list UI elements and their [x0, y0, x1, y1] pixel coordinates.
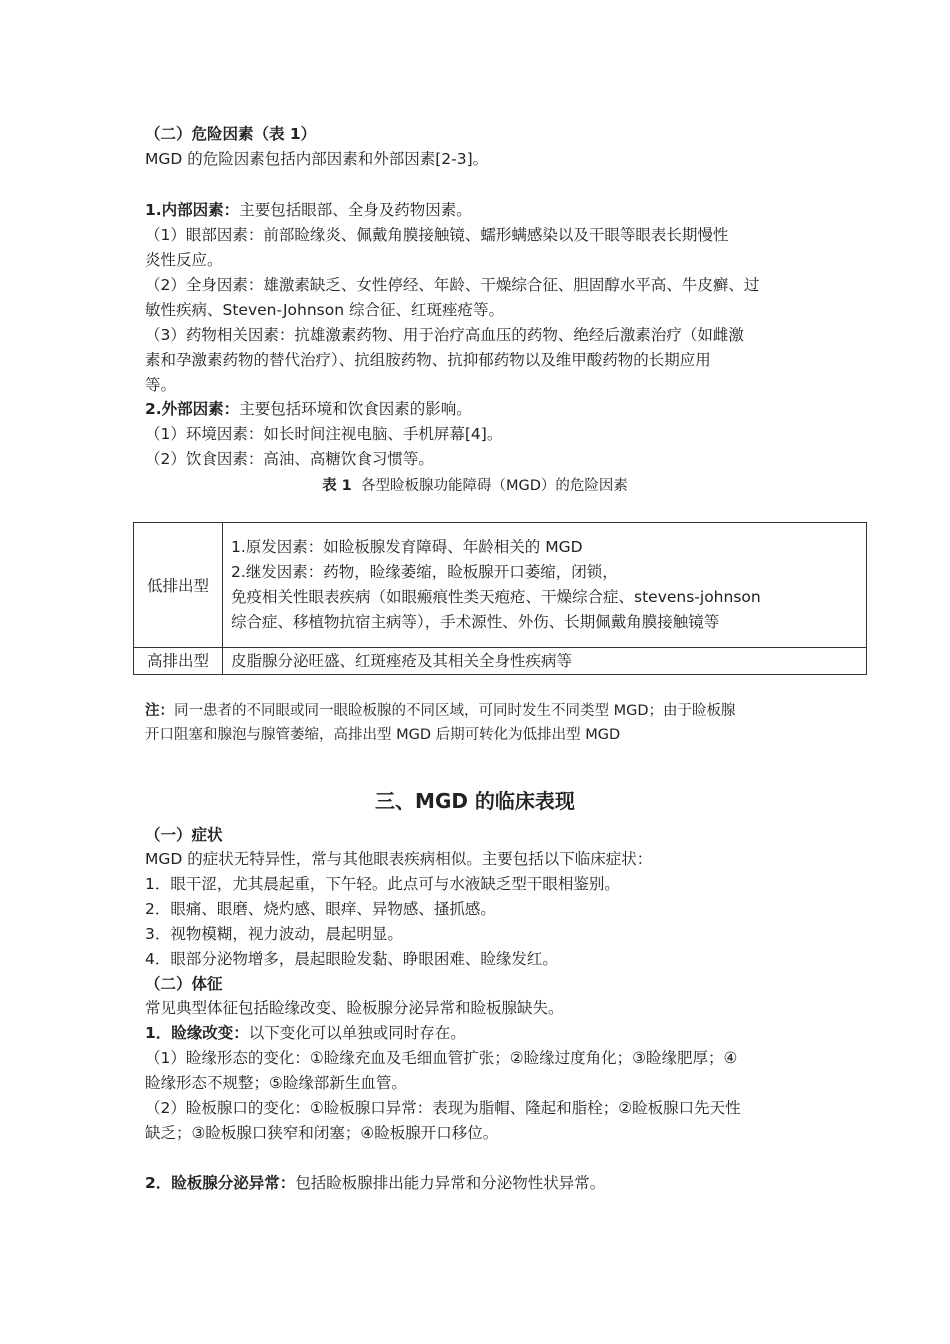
symptom-item: 1．眼干涩，尤其晨起重，下午轻。此点可与水液缺乏型干眼相鉴别。	[145, 875, 620, 893]
external-item-1: （1）环境因素：如长时间注视电脑、手机屏幕[4]。	[145, 425, 503, 443]
risk-table	[133, 522, 867, 675]
note-text-1: 同一患者的不同眼或同一眼睑板腺的不同区域，可同时发生不同类型 MGD；由于睑板腺	[174, 703, 736, 719]
internal-item-2-line-1: （2）全身因素：雄激素缺乏、女性停经、年龄、干燥综合征、胆固醇水平高、牛皮癣、过	[145, 276, 760, 294]
internal-item-3-line-1: （3）药物相关因素：抗雄激素药物、用于治疗高血压的药物、绝经后激素治疗（如雌激	[145, 326, 744, 344]
table-row	[134, 648, 867, 675]
lid-item-2-line-1: （2）睑板腺口的变化：①睑板腺口异常：表现为脂帽、隆起和脂栓；②睑板腺口先天性	[145, 1099, 741, 1117]
external-factors	[145, 398, 472, 420]
internal-item-1-line-2: 炎性反应。	[145, 251, 223, 269]
row-type-low: 低排出型	[134, 523, 223, 648]
internal-item-2-line-2: 敏性疾病、Steven-Johnson 综合征、红斑痤疮等。	[145, 301, 504, 319]
symptoms-intro: MGD 的症状无特异性，常与其他眼表疾病相似。主要包括以下临床症状：	[145, 850, 653, 868]
lid-item-1-line-2: 睑缘形态不规整；⑤睑缘部新生血管。	[145, 1074, 407, 1092]
desc-line: 2.继发因素：药物，睑缘萎缩，睑板腺开口萎缩，闭锁，	[231, 563, 618, 581]
symptom-item: 3．视物模糊，视力波动，晨起明显。	[145, 925, 403, 943]
lid-margin-changes	[145, 1022, 466, 1044]
internal-item-3-line-3: 等。	[145, 376, 177, 394]
symptom-item: 2．眼痛、眼磨、烧灼感、眼痒、异物感、搔抓感。	[145, 900, 496, 918]
external-label: 2.外部因素：	[145, 400, 240, 418]
secretion-text: 包括睑板腺排出能力异常和分泌物性状异常。	[295, 1174, 606, 1192]
desc-line: 免疫相关性眼表疾病（如眼瘢痕性类天疱疮、干燥综合症、stevens-johnson	[231, 588, 761, 606]
internal-factors	[145, 199, 472, 221]
note-label: 注：	[145, 703, 174, 719]
row-type-high: 高排出型	[134, 648, 223, 675]
external-item-2: （2）饮食因素：高油、高糖饮食习惯等。	[145, 450, 434, 468]
internal-item-3-line-2: 素和孕激素药物的替代治疗）、抗组胺药物、抗抑郁药物以及维甲酸药物的长期应用	[145, 351, 711, 369]
secretion-label: 2．睑板腺分泌异常：	[145, 1174, 296, 1192]
internal-label: 1.内部因素：	[145, 201, 240, 219]
risk-intro: MGD 的危险因素包括内部因素和外部因素[2-3]。	[145, 150, 489, 168]
symptoms-heading: （一）症状	[145, 826, 223, 844]
signs-intro: 常见典型体征包括睑缘改变、睑板腺分泌异常和睑板腺缺失。	[145, 999, 564, 1017]
internal-item-1-line-1: （1）眼部因素：前部睑缘炎、佩戴角膜接触镜、蠕形螨感染以及干眼等眼表长期慢性	[145, 226, 729, 244]
risk-heading: （二）危险因素（表 1）	[145, 125, 317, 143]
external-text: 主要包括环境和饮食因素的影响。	[239, 400, 472, 418]
table-note-line-1	[145, 700, 736, 722]
table-caption-label: 表 1	[322, 478, 352, 494]
lid-item-1-line-1: （1）睑缘形态的变化：①睑缘充血及毛细血管扩张；②睑缘过度角化；③睑缘肥厚；④	[145, 1049, 738, 1067]
table-caption	[0, 474, 950, 495]
desc-line: 综合症、移植物抗宿主病等），手术源性、外伤、长期佩戴角膜接触镜等	[231, 613, 720, 631]
signs-heading: （二）体征	[145, 975, 223, 993]
section-title: 三、MGD 的临床表现	[375, 789, 575, 813]
desc-line: 1.原发因素：如睑板腺发育障碍、年龄相关的 MGD	[231, 538, 583, 556]
symptom-item: 4．眼部分泌物增多，晨起眼睑发黏、睁眼困难、睑缘发红。	[145, 950, 558, 968]
desc-line: 皮脂腺分泌旺盛、红斑痤疮及其相关全身性疾病等	[231, 652, 573, 670]
row-desc-high	[223, 648, 867, 675]
lid-item-2-line-2: 缺乏；③睑板腺口狭窄和闭塞；④睑板腺开口移位。	[145, 1124, 499, 1142]
lid-text: 以下变化可以单独或同时存在。	[248, 1024, 466, 1042]
table-note-line-2: 开口阻塞和腺泡与腺管萎缩，高排出型 MGD 后期可转化为低排出型 MGD	[145, 727, 621, 743]
secretion-abnormality	[145, 1172, 605, 1194]
table-caption-text: 各型睑板腺功能障碍（MGD）的危险因素	[360, 478, 628, 494]
lid-label: 1．睑缘改变：	[145, 1024, 249, 1042]
internal-text: 主要包括眼部、全身及药物因素。	[239, 201, 472, 219]
row-desc-low	[223, 523, 867, 648]
table-row	[134, 523, 867, 648]
